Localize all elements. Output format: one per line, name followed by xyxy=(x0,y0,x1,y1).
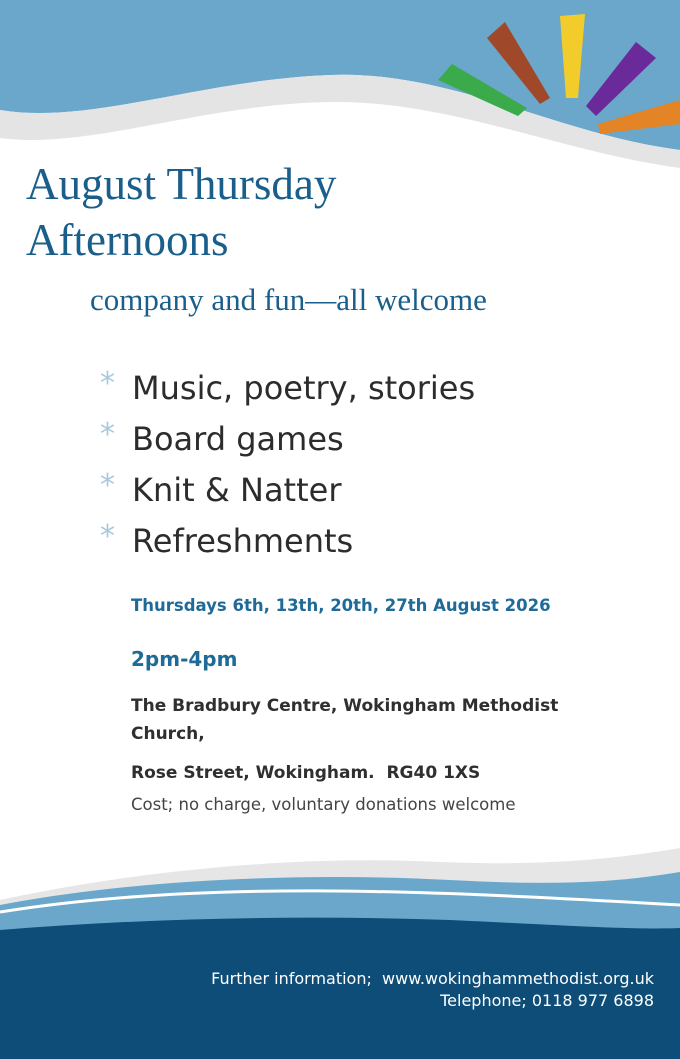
activity-item xyxy=(100,415,475,466)
asterisk-bullet-icon: * xyxy=(100,519,115,554)
activity-label: Knit & Natter xyxy=(132,471,342,509)
activity-item xyxy=(100,517,475,568)
activity-label: Board games xyxy=(132,420,344,458)
event-address: Rose Street, Wokingham. RG40 1XS xyxy=(131,763,481,783)
title-line-2: Afternoons xyxy=(26,215,229,265)
activity-label: Refreshments xyxy=(132,522,354,560)
title-line-1: August Thursday xyxy=(26,159,337,209)
poster-title xyxy=(26,156,336,268)
poster-subtitle: company and fun—all welcome xyxy=(90,282,487,317)
activity-list xyxy=(100,364,475,568)
footer-website: Further information; www.wokinghammethodist.org.uk xyxy=(211,969,654,988)
activity-item xyxy=(100,364,475,415)
event-time: 2pm-4pm xyxy=(131,647,238,671)
activity-item xyxy=(100,466,475,517)
event-dates: Thursdays 6th, 13th, 20th, 27th August 2026 xyxy=(131,596,551,615)
footer-contact xyxy=(211,968,654,1012)
activity-label: Music, poetry, stories xyxy=(132,369,476,407)
footer-telephone: Telephone; 0118 977 6898 xyxy=(440,991,654,1010)
event-cost: Cost; no charge, voluntary donations welcome xyxy=(131,795,516,814)
asterisk-bullet-icon: * xyxy=(100,417,115,452)
asterisk-bullet-icon: * xyxy=(100,468,115,503)
asterisk-bullet-icon: * xyxy=(100,366,115,401)
event-venue: The Bradbury Centre, Wokingham Methodist Church, xyxy=(131,696,559,744)
